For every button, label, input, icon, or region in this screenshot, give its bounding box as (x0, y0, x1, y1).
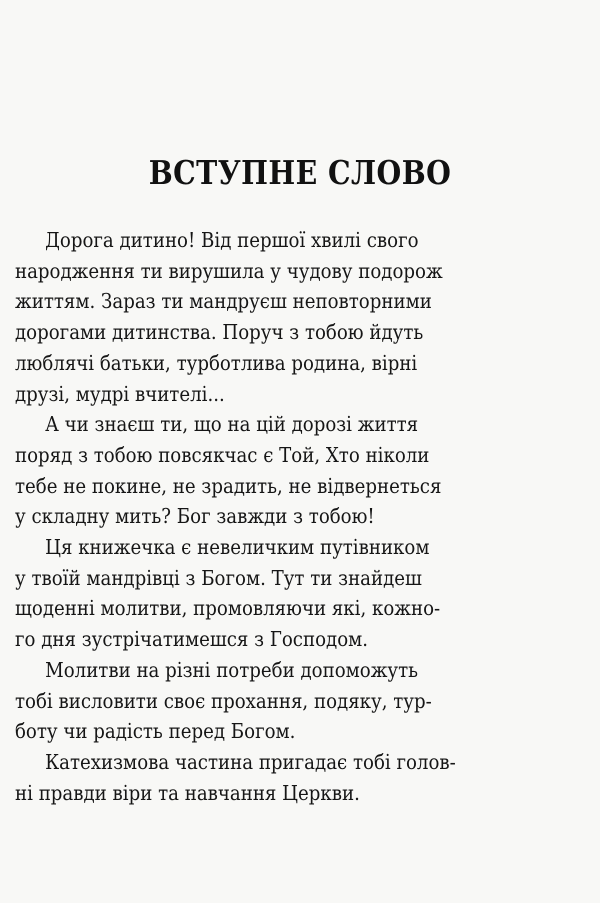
page-title: ВСТУПНЕ СЛОВО (148, 153, 452, 192)
paragraph-1-line-5: люблячі батьки, турботлива родина, вірні (15, 350, 418, 375)
paragraph-3-line-4: го дня зустрічатимешся з Господом. (15, 627, 369, 652)
paragraph-2-line-2: поряд з тобою повсякчас є Той, Хто ніколи (15, 442, 430, 467)
paragraph-1-line-3: життям. Зараз ти мандруєш неповторними (15, 289, 432, 314)
paragraph-1-line-4: дорогами дитинства. Поруч з тобою йдуть (15, 320, 424, 345)
paragraph-2-line-4: у складну мить? Бог завжди з тобою! (15, 504, 375, 529)
paragraph-3-line-3: щоденні молитви, промовляючи які, кожно- (15, 596, 441, 621)
paragraph-2-line-1: А чи знаєш ти, що на цій дорозі життя (45, 412, 419, 437)
paragraph-1-line-2: народження ти вирушила у чудову подорож (15, 258, 443, 283)
paragraph-1-line-1: Дорога дитино! Від першої хвилі свого (45, 228, 419, 252)
introduction-text (15, 225, 547, 808)
paragraph-4-line-1: Молитви на різні потреби допоможуть (45, 657, 419, 682)
paragraph-3-line-2: у твоїй мандрівці з Богом. Тут ти знайдеш (15, 565, 422, 590)
paragraph-2-line-3: тебе не покине, не зрадить, не відвернеться (15, 473, 442, 498)
paragraph-4-line-2: тобі висловити своє прохання, подяку, тур- (15, 688, 432, 713)
paragraph-5-line-2: ні правди віри та навчання Церкви. (15, 780, 360, 805)
paragraph-5-line-1: Катехизмова частина пригадає тобі голов- (45, 749, 456, 774)
paragraph-1-line-6: друзі, мудрі вчителі... (15, 381, 225, 406)
paragraph-3-line-1: Ця книжечка є невеличким путівником (45, 535, 430, 560)
paragraph-4-line-3: боту чи радість перед Богом. (15, 719, 296, 744)
